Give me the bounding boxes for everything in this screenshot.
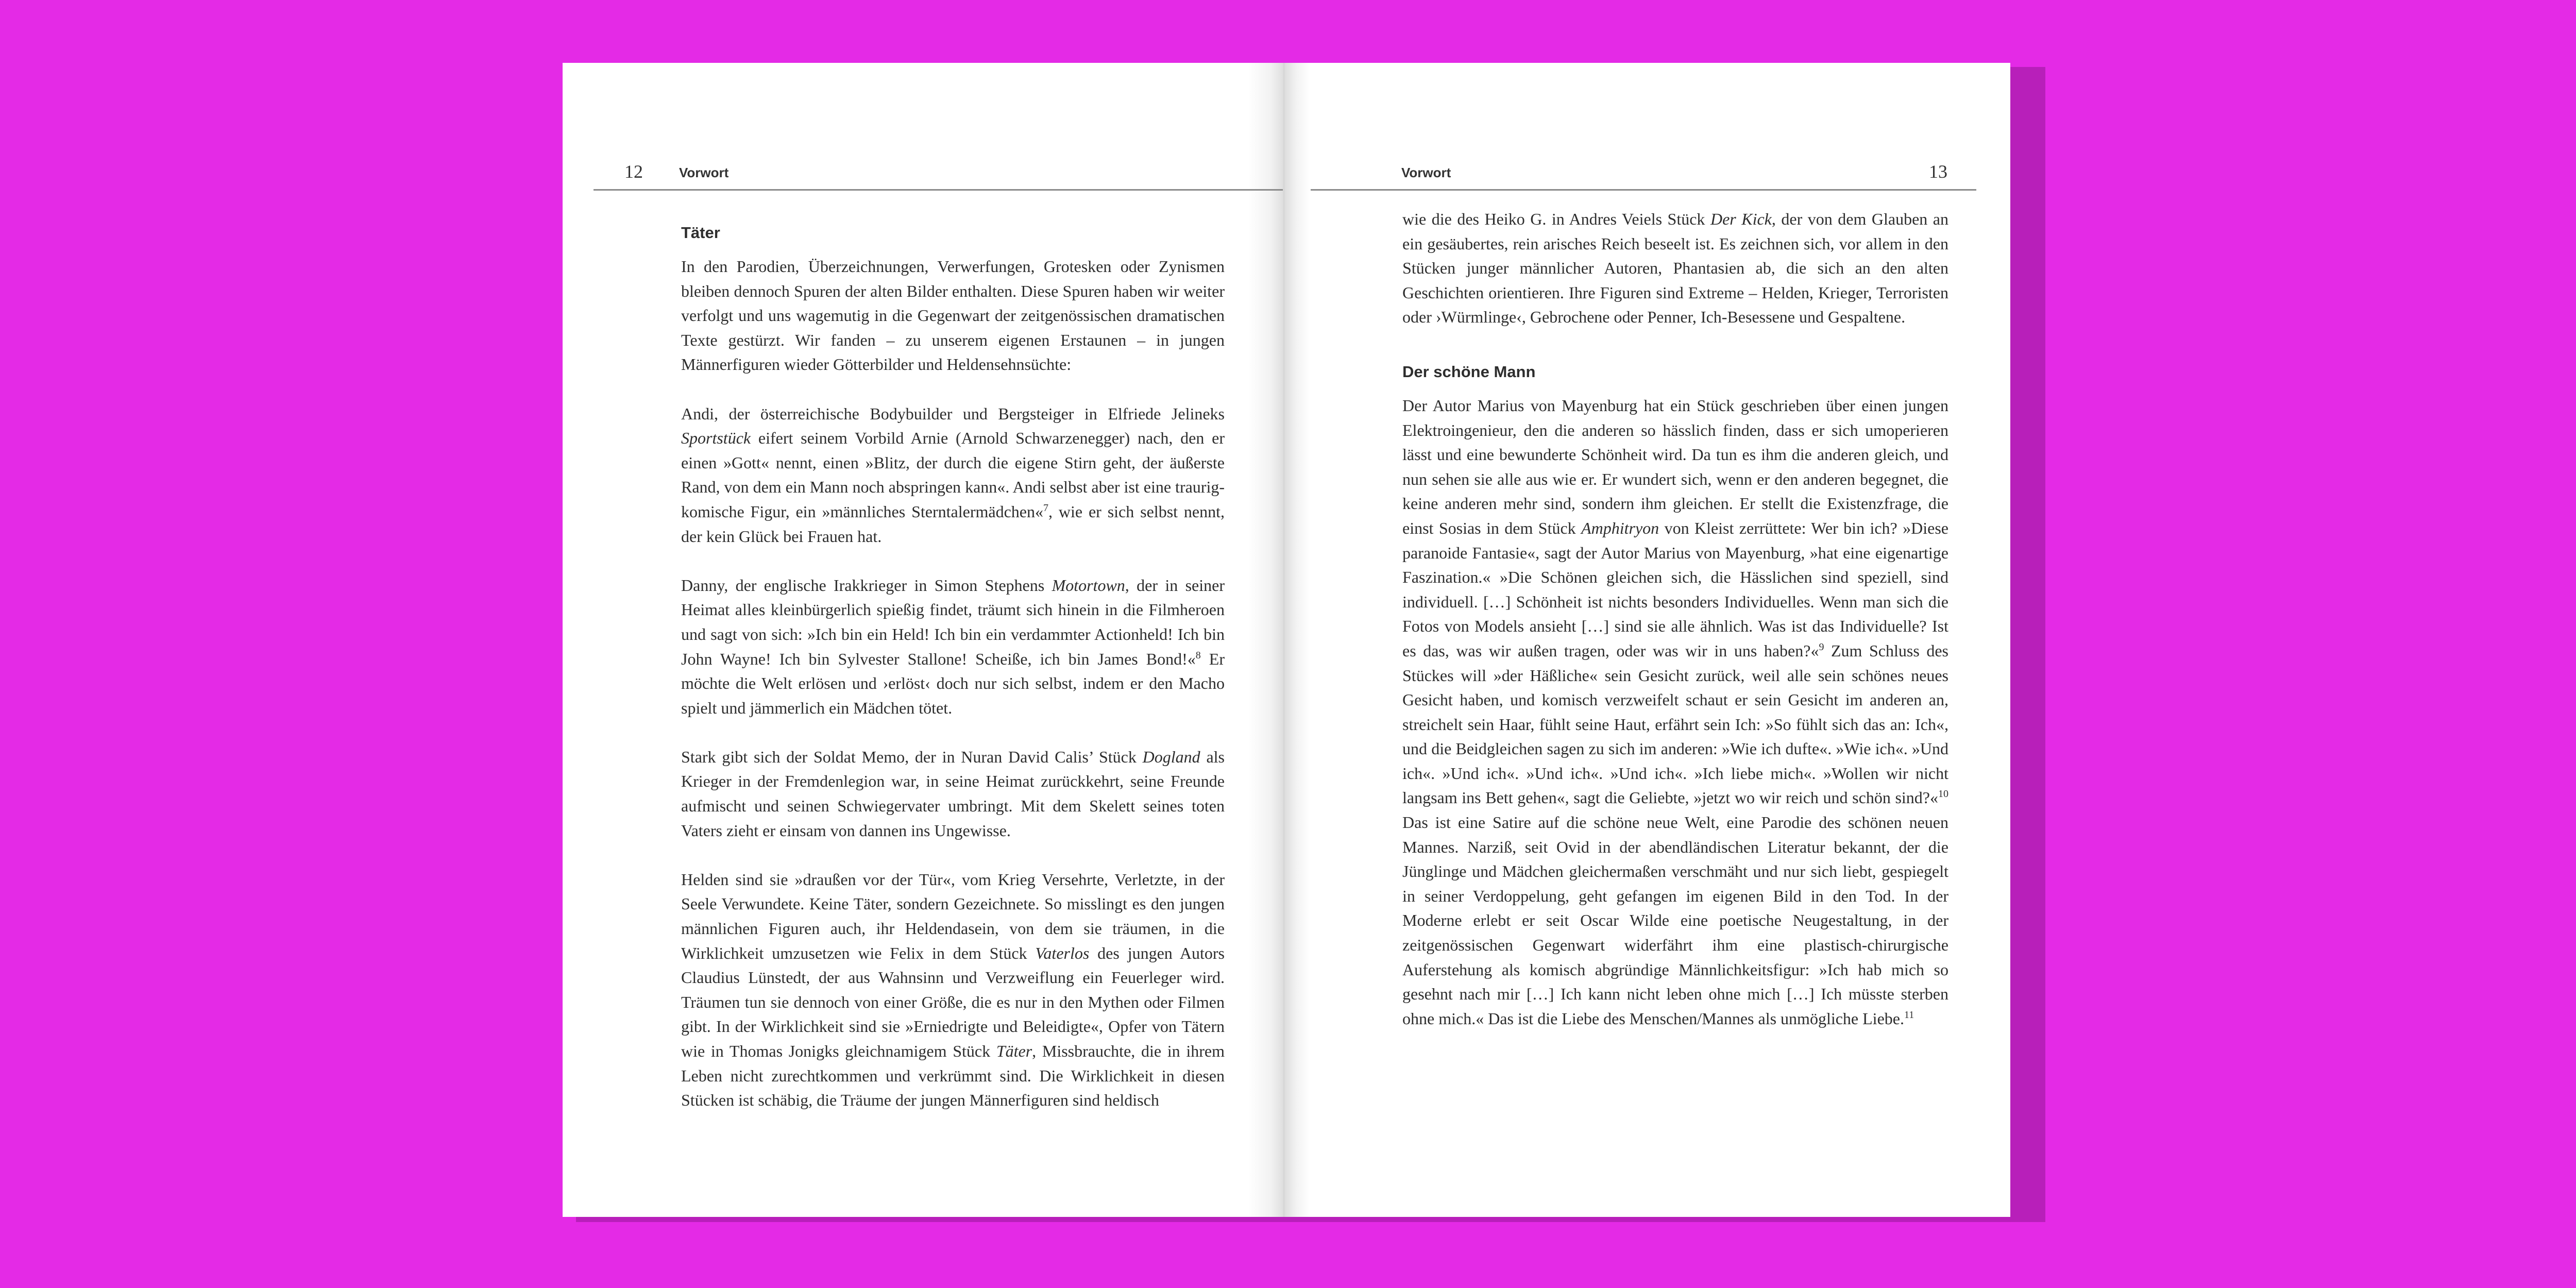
text-run: Helden sind sie »draußen vor der Tür«, vom Krieg Versehrte, Verletzte, in der Seele Verwundete. Keine Täter, sondern Gezeichnete. So misslingt es den jungen männlichen Figuren auch, ihr Heldendasein, von dem sie träumen, in die Wirklichkeit umzusetzen wie Felix in dem Stück — [681, 870, 1225, 962]
paragraph — [681, 255, 1225, 377]
section-heading-taeter: Täter — [681, 224, 720, 242]
text-run: Stark gibt sich der Soldat Memo, der in Nuran David Calis’ Stück — [681, 747, 1143, 766]
section-heading-der-schoene-mann: Der schöne Mann — [1402, 362, 1536, 381]
text-run: Zum Schluss des Stückes will »der Häßliche« sein Gesicht zurück, weil alle sein schönes neues Gesicht haben, und komisch verzweifelt schaut er sein Gesicht im anderen an, streichelt sein Haar, fühlt seine Haut, erfährt sein Ich: »So fühlt sich das an: Ich«, und die Beidgleichen sagen zu sich im anderen: »Wie ich dufte«. »Wie ich«. »Und ich«. »Und ich«. »Und ich«. »Und ich«. »Ich liebe mich«. »Wollen wir nicht langsam ins Bett gehen«, sagt die Geliebte, »jetzt wo wir reich und schön sind?« — [1402, 641, 1949, 807]
text-run: des jungen Autors Claudius Lünstedt, der aus Wahnsinn und Verzweiflung ein Feuerleger wird. Träumen tun sie dennoch von einer Größe, die es nur in den Mythen oder Filmen gibt. In der Wirklichkeit sind sie »Erniedrigte und Beleidigte«, Opfer von Tätern wie in Thomas Jonigks gleichnamigem Stück — [681, 943, 1225, 1060]
text-run: Das ist eine Satire auf die schöne neue Welt, eine Parodie des schönen neuen Mannes. Narziß, seit Ovid in der abendländischen Literatur bekannt, der die Jünglinge und Mädchen gleichermaßen verschmäht und nur sich liebt, gespiegelt in seiner Verdoppelung, geht gefangen im eigenen Bild in den Tod. In der Moderne erlebt er seit Oscar Wilde eine poetische Neugestaltung, in der zeitgenössischen Gegenwart widerfährt ihm eine plastisch-chirurgische Auferstehung als komisch abgründige Männlichkeitsfigur: »Ich hab mich so gesehnt nach mir […] Ich kann nicht leben ohne mich […] Ich müsste sterben ohne mich.« Das ist die Liebe des Menschen/Mannes als unmögliche Liebe. — [1402, 813, 1948, 1028]
text-run: , der von dem Glauben an ein gesäubertes, rein arisches Reich beseelt ist. Es zeichnen sich, vor allem in den Stücken junger männlicher Autoren, Phantasien ab, die sich an den alten Geschichten orientieren. Ihre Figuren sind Extreme – Helden, Krieger, Terroristen oder ›Würmlinge‹, Gebrochene oder Penner, Ich-Besessene und Gespaltene. — [1402, 210, 1949, 327]
text-run: , Missbrauchte, die in ihrem Leben nicht zurechtkommen und verkrümmt sind. Die Wirklichkeit in diesen Stücken ist schäbig, die Träume der jungen Männerfiguren sind heldisch — [681, 1042, 1225, 1110]
italic-title: Dogland — [1142, 747, 1200, 766]
paragraph — [681, 402, 1225, 549]
paragraph-schoene-mann — [1402, 394, 1948, 1031]
text-run: Der Autor Marius von Mayenburg hat ein Stück geschrieben über einen jungen Elektroingenieur, den die anderen so hässlich finden, dass er sich umoperieren lässt und eine bewunderte Schönheit wird. Da tun es ihm die anderen gleich, und nun sehen sie alle aus wie er. Er wundert sich, wenn er den anderen begegnet, die keine anderen mehr sind, sondern ihm gleichen. Er stellt die Existenzfrage, die einst Sosias in dem Stück — [1402, 396, 1948, 537]
page-number-right: 13 — [1929, 161, 1947, 182]
header-rule-right — [1311, 189, 1976, 191]
text-run: wie die des Heiko G. in Andres Veiels Stück — [1402, 210, 1710, 228]
running-head-right: Vorwort — [1401, 165, 1451, 180]
footnote-ref: 11 — [1904, 1009, 1914, 1021]
footnote-ref: 10 — [1938, 788, 1948, 800]
right-text-column — [1402, 207, 1948, 1031]
paragraph-intro — [1402, 207, 1948, 330]
text-run: Andi, der österreichische Bodybuilder und Bergsteiger in Elfriede Jelineks — [681, 404, 1225, 423]
paragraph — [681, 868, 1225, 1113]
text-run: Er möchte die Welt erlösen und ›erlöst‹ doch nur sich selbst, indem er den Macho spielt und jämmerlich ein Mädchen tötet. — [681, 649, 1225, 717]
italic-title: Vaterlos — [1035, 943, 1090, 962]
text-run: , wie er sich selbst nennt, der kein Glück bei Frauen hat. — [681, 502, 1225, 546]
text-run: Danny, der englische Irakkrieger in Simon Stephens — [681, 575, 1052, 595]
italic-title: Amphitryon — [1581, 518, 1659, 537]
paragraph — [681, 745, 1225, 843]
italic-title: Motortown — [1052, 575, 1125, 595]
italic-title: Der Kick — [1710, 210, 1772, 228]
text-run: als Krieger in der Fremdenlegion war, in seine Heimat zurückkehrt, seine Freunde aufmischt und seinen Schwiegervater umbringt. Mit dem Skelett seines toten Vaters zieht er einsam von dannen ins Ungewisse. — [681, 747, 1225, 840]
text-run: von Kleist zerrüttete: Wer bin ich? »Diese paranoide Fantasie«, sagt der Autor Marius von Mayenburg, »hat eine eigenartige Faszination.« »Die Schönen gleichen sich, die Hässlichen sind speziell, sind individuell. […] Schönheit ist nichts besonders Individuelles. Wenn man sich die Fotos von Models ansieht […] sind sie alle ähnlich. Was ist das Individuelle? Ist es das, was wir außen tragen, oder was wir in uns haben?« — [1402, 518, 1949, 660]
left-page — [563, 63, 1289, 1217]
text-run: In den Parodien, Überzeichnungen, Verwerfungen, Grotesken oder Zynismen bleiben dennoch Spuren der alten Bilder enthalten. Diese Spuren haben wir weiter verfolgt und uns wagemutig in die Gegenwart der zeitgenössischen dramatischen Texte gestürzt. Wir fanden – zu unserem eigenen Erstaunen – in jungen Männerfiguren wieder Götterbilder und Heldensehnsüchte: — [681, 257, 1225, 374]
footnote-ref: 8 — [1195, 649, 1201, 661]
paragraph — [681, 573, 1225, 721]
text-run: eifert seinem Vorbild Arnie (Arnold Schwarzenegger) nach, den er einen »Gott« nennt, einen »Blitz, der durch die eigene Stirn geht, der äußerste Rand, von dem ein Mann noch abspringen kann«. Andi selbst aber ist eine traurig-komische Figur, ein »männliches Sterntalermädchen« — [681, 429, 1225, 521]
page-number-left: 12 — [624, 161, 643, 182]
text-run: , der in seiner Heimat alles kleinbürgerlich spießig findet, träumt sich hinein in die Filmheroen und sagt von sich: »Ich bin ein Held! Ich bin ein verdammter Actionheld! Ich bin John Wayne! Ich bin Sylvester Stallone! Scheiße, ich bin James Bond!« — [681, 575, 1225, 668]
left-text-column — [681, 207, 1225, 1113]
footnote-ref: 9 — [1819, 641, 1824, 653]
italic-title: Sportstück — [681, 429, 751, 448]
gutter-shadow-right — [1285, 63, 1310, 1217]
header-rule-left — [594, 189, 1289, 191]
footnote-ref: 7 — [1043, 502, 1048, 514]
running-head-left: Vorwort — [679, 165, 729, 180]
right-page — [1285, 63, 2010, 1217]
left-paragraphs — [681, 255, 1225, 1113]
italic-title: Täter — [996, 1042, 1032, 1060]
